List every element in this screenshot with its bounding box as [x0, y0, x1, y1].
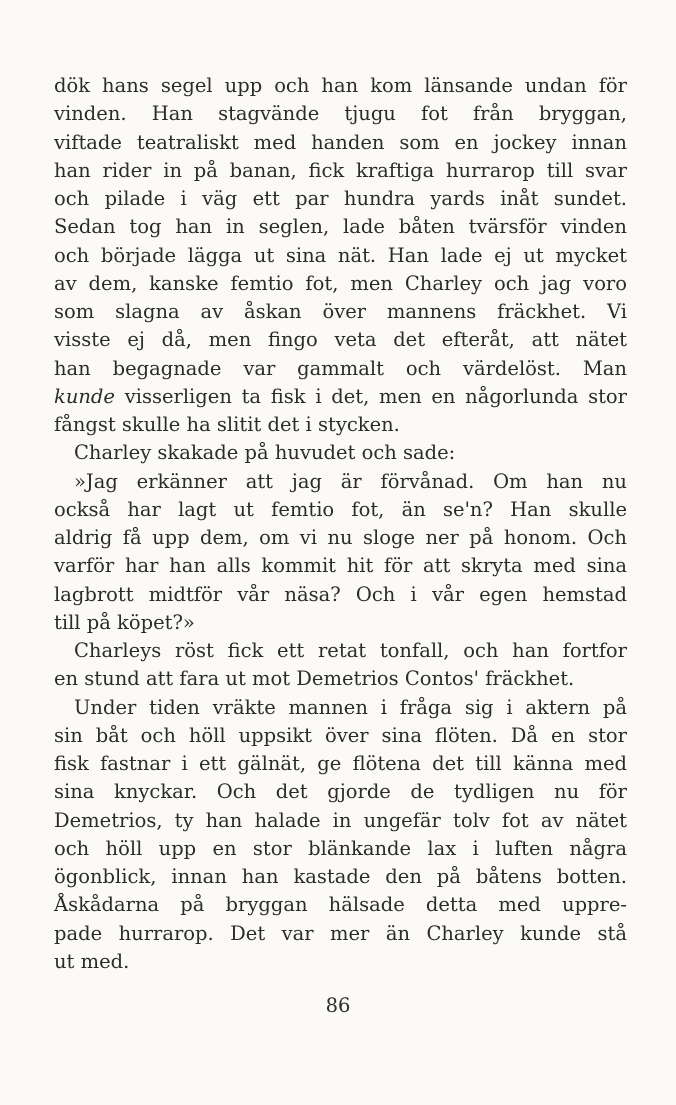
line-text: fisk fastnar i ett gälnät, ge flötena det till känna med: [54, 752, 627, 775]
line-text: lagbrott midtför vår näsa? Och i vår egen hemstad: [54, 582, 627, 606]
text-line: [54, 891, 627, 919]
line-text: varför har han alls kommit hit för att skryta med sina: [54, 554, 627, 578]
line-text: av dem, kanske femtio fot, men Charley och jag voro: [54, 271, 627, 295]
text-line: [54, 609, 627, 637]
line-text: visste ej då, men fingo veta det efteråt, att nätet: [54, 328, 627, 352]
body-text: [54, 72, 627, 976]
line-text: sina knyckar. Och det gjorde de tydligen nu för: [54, 780, 627, 804]
emphasized-word: kunde: [54, 384, 115, 408]
text-line: [54, 496, 627, 524]
text-line: [54, 552, 627, 580]
text-line: [54, 524, 627, 552]
text-line: [54, 807, 627, 835]
text-line: [54, 665, 627, 693]
line-text: och höll upp en stor blänkande lax i luften några: [54, 836, 627, 860]
line-text: Demetrios, ty han halade in ungefär tolv fot av nätet: [54, 808, 627, 832]
text-line: [54, 326, 627, 354]
text-line: [54, 581, 627, 609]
line-text: fångst skulle ha slitit det i stycken.: [54, 413, 400, 436]
text-line: [54, 383, 627, 411]
page-number: 86: [325, 994, 351, 1017]
line-text: och började lägga ut sina nät. Han lade ej ut mycket: [54, 243, 627, 267]
text-line: [54, 355, 627, 383]
text-line: [54, 100, 627, 128]
text-line: [54, 778, 627, 806]
line-text: Charley skakade på huvudet och sade:: [74, 441, 456, 465]
line-text: ut med.: [54, 949, 130, 973]
line-text: Under tiden vräkte mannen i fråga sig i aktern på: [74, 695, 627, 719]
text-line: [54, 185, 627, 213]
text-line: [54, 439, 627, 467]
text-line: [54, 694, 627, 722]
line-text: visserligen ta fisk i det, men en någorlunda stor: [114, 384, 627, 408]
text-line: [54, 298, 627, 326]
line-text: Charleys röst fick ett retat tonfall, och han fortfor: [74, 639, 627, 662]
line-text: dök hans segel upp och han kom länsande undan för: [54, 74, 627, 97]
line-text: han begagnade var gammalt och värdelöst. Man: [54, 356, 627, 380]
text-line: [54, 722, 627, 750]
text-line: [54, 750, 627, 778]
line-text: en stund att fara ut mot Demetrios Contos' fräckhet.: [54, 667, 575, 691]
text-line: [54, 920, 627, 948]
line-text: Åskådarna på bryggan hälsade detta med uppre-: [54, 893, 627, 917]
line-text: viftade teatraliskt med handen som en jockey innan: [54, 130, 627, 154]
line-text: han rider in på banan, fick kraftiga hurrarop till svar: [54, 158, 627, 182]
line-text: aldrig få upp dem, om vi nu sloge ner på honom. Och: [54, 526, 627, 549]
text-line: [54, 835, 627, 863]
line-text: pade hurrarop. Det var mer än Charley kunde stå: [54, 921, 627, 945]
line-text: och pilade i väg ett par hundra yards inåt sundet.: [54, 187, 627, 210]
line-text: sin båt och höll uppsikt över sina flöten. Då en stor: [54, 723, 627, 747]
text-line: [54, 72, 627, 100]
line-text: »Jag erkänner att jag är förvånad. Om han nu: [74, 469, 627, 493]
text-line: [54, 863, 627, 891]
text-line: [54, 411, 627, 439]
line-text: ögonblick, innan han kastade den på båtens botten.: [54, 865, 627, 888]
line-text: till på köpet?»: [54, 610, 195, 634]
line-text: också har lagt ut femtio fot, än se'n? Han skulle: [54, 497, 627, 521]
line-text: som slagna av åskan över mannens fräckhet. Vi: [54, 300, 627, 323]
text-line: [54, 213, 627, 241]
text-line: [54, 270, 627, 298]
line-text: vinden. Han stagvände tjugu fot från bryggan,: [54, 102, 627, 126]
text-line: [54, 637, 627, 665]
text-line: [54, 242, 627, 270]
text-line: [54, 468, 627, 496]
line-text: Sedan tog han in seglen, lade båten tvärsför vinden: [54, 215, 627, 239]
text-line: [54, 948, 627, 976]
text-line: [54, 129, 627, 157]
text-line: [54, 157, 627, 185]
